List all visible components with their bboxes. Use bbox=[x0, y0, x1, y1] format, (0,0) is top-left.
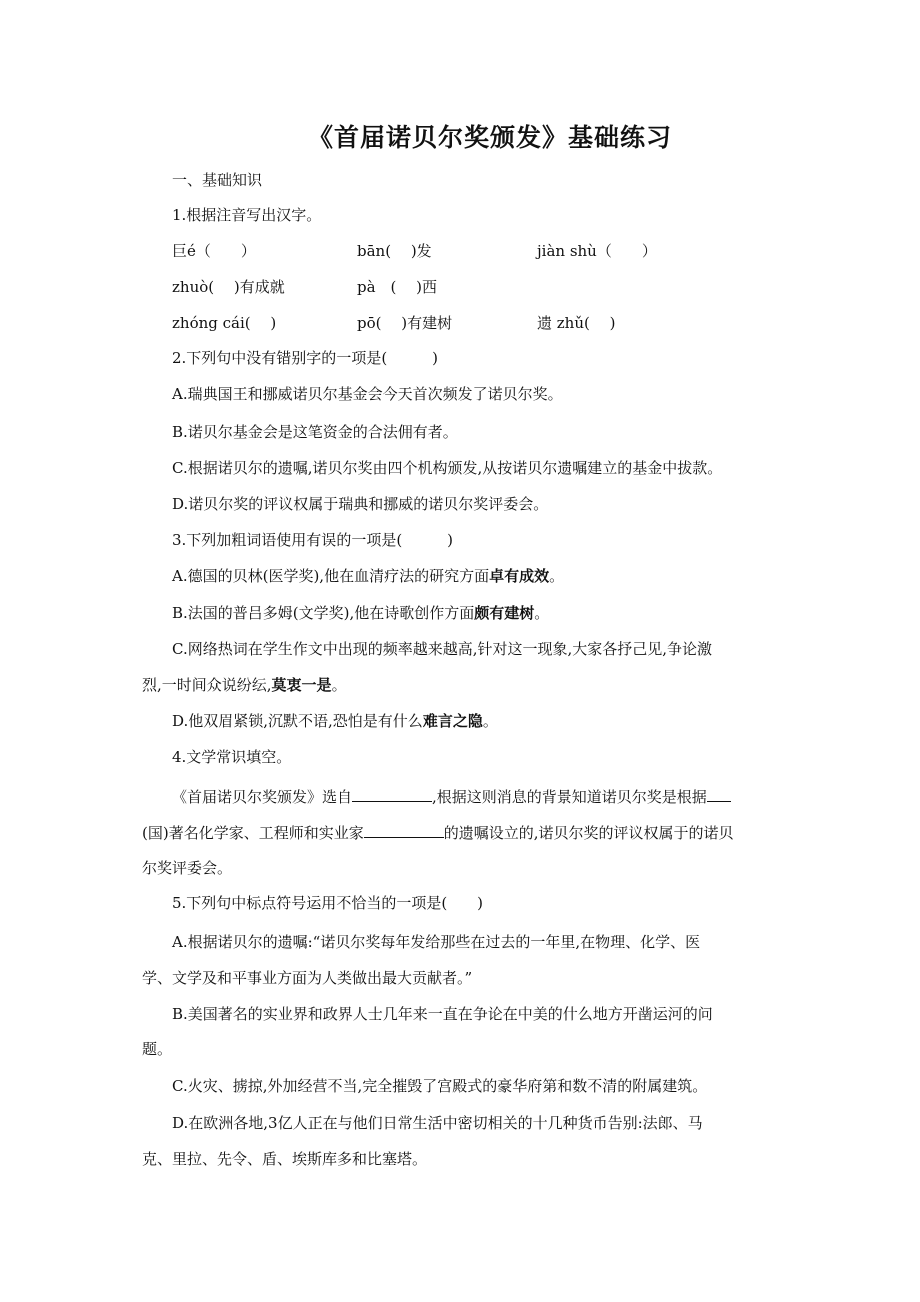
page-title: 《首届诺贝尔奖颁发》基础练习 bbox=[307, 123, 672, 152]
pinyin-item: 巨é（ ） bbox=[172, 242, 256, 260]
fill-text: ,根据这则消息的背景知道诺贝尔奖是根据 bbox=[432, 788, 707, 806]
option-text: 。 bbox=[331, 676, 347, 694]
option-a-line2: 学、文学及和平事业方面为人类做出最大贡献者。” bbox=[142, 969, 473, 987]
bold-term: 卓有成效 bbox=[489, 567, 550, 585]
option-b bbox=[172, 603, 549, 623]
fill-line-3: 尔奖评委会。 bbox=[142, 859, 233, 877]
option-b-line1: B.美国著名的实业界和政界人士几年来一直在争论在中美的什么地方开凿运河的问 bbox=[172, 1005, 713, 1023]
fill-text: (国)著名化学家、工程师和实业家 bbox=[142, 824, 364, 842]
option-text: 。 bbox=[549, 567, 565, 585]
option-c: C.根据诺贝尔的遗嘱,诺贝尔奖由四个机构颁发,从按诺贝尔遗嘱建立的基金中拔款。 bbox=[172, 459, 723, 477]
section-heading: 一、基础知识 bbox=[172, 171, 263, 189]
question-4-prompt: 4.文学常识填空。 bbox=[172, 748, 292, 766]
bold-term: 难言之隐 bbox=[422, 712, 483, 730]
pinyin-item: pà ( )西 bbox=[357, 278, 438, 296]
option-text: 。 bbox=[482, 712, 498, 730]
option-d: D.诺贝尔奖的评议权属于瑞典和挪威的诺贝尔奖评委会。 bbox=[172, 495, 549, 513]
option-text: B.法国的普吕多姆(文学奖),他在诗歌创作方面 bbox=[172, 604, 475, 622]
bold-term: 颇有建树 bbox=[474, 604, 535, 622]
pinyin-item: 遗 zhǔ( ) bbox=[537, 314, 616, 332]
option-text: 。 bbox=[534, 604, 550, 622]
fill-text: 《首届诺贝尔奖颁发》选自 bbox=[172, 788, 353, 806]
option-d bbox=[172, 711, 498, 731]
option-text: 烈,一时间众说纷纭, bbox=[142, 676, 272, 694]
option-a: A.瑞典国王和挪威诺贝尔基金会今天首次频发了诺贝尔奖。 bbox=[172, 385, 563, 403]
answer-blank[interactable] bbox=[352, 786, 432, 802]
option-a-line1: A.根据诺贝尔的遗嘱:“诺贝尔奖每年发给那些在过去的一年里,在物理、化学、医 bbox=[172, 933, 701, 951]
fill-text: 的遗嘱设立的,诺贝尔奖的评议权属于的诺贝 bbox=[443, 824, 734, 842]
question-5-prompt: 5.下列句中标点符号运用不恰当的一项是( ) bbox=[172, 894, 484, 912]
pinyin-item: zhuò( )有成就 bbox=[172, 278, 285, 296]
pinyin-item: jiàn shù（ ） bbox=[537, 242, 657, 260]
question-3-prompt: 3.下列加粗词语使用有误的一项是( ) bbox=[172, 531, 454, 549]
pinyin-item: zhóng cái( ) bbox=[172, 314, 277, 332]
fill-line-2 bbox=[142, 822, 734, 843]
option-b-line2: 题。 bbox=[142, 1040, 173, 1058]
pinyin-item: bān( )发 bbox=[357, 242, 432, 260]
option-a bbox=[172, 566, 564, 586]
option-b: B.诺贝尔基金会是这笔资金的合法佣有者。 bbox=[172, 423, 458, 441]
pinyin-item: pō( )有建树 bbox=[357, 314, 453, 332]
bold-term: 莫衷一是 bbox=[271, 676, 332, 694]
option-d-line1: D.在欧洲各地,3亿人正在与他们日常生活中密切相关的十几种货币告别:法郎、马 bbox=[172, 1114, 703, 1132]
option-text: D.他双眉紧锁,沉默不语,恐怕是有什么 bbox=[172, 712, 423, 730]
answer-blank[interactable] bbox=[707, 786, 731, 802]
option-d-line2: 克、里拉、先令、盾、埃斯库多和比塞塔。 bbox=[142, 1150, 428, 1168]
option-c-line1: C.网络热词在学生作文中出现的频率越来越高,针对这一现象,大家各抒己见,争论激 bbox=[172, 640, 713, 658]
option-text: A.德国的贝林(医学奖),他在血清疗法的研究方面 bbox=[172, 567, 490, 585]
question-1-prompt: 1.根据注音写出汉字。 bbox=[172, 206, 322, 224]
option-c-line2 bbox=[142, 675, 347, 695]
fill-line-1 bbox=[172, 786, 731, 807]
answer-blank[interactable] bbox=[364, 822, 444, 838]
option-c: C.火灾、掳掠,外加经营不当,完全摧毁了宫殿式的豪华府第和数不清的附属建筑。 bbox=[172, 1077, 708, 1095]
question-2-prompt: 2.下列句中没有错别字的一项是( ) bbox=[172, 349, 439, 367]
